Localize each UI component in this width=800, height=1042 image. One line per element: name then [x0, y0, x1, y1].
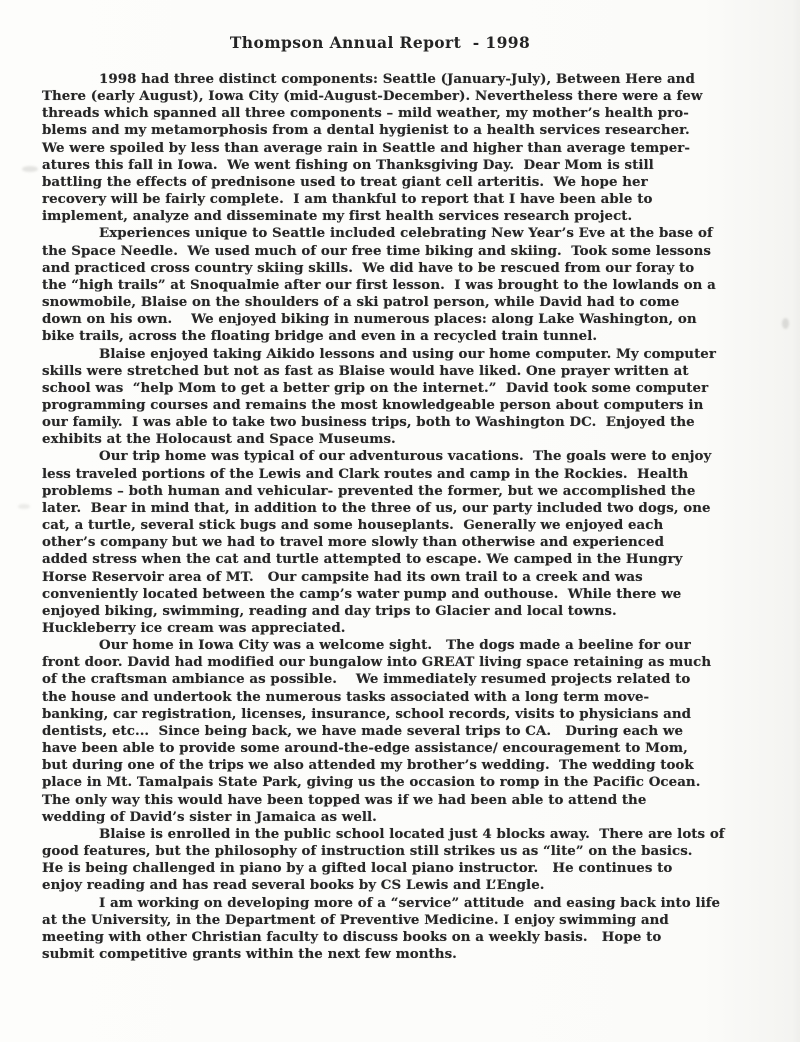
text-line: the house and undertook the numerous tasks associated with a long term move-	[42, 688, 650, 705]
text-line: Our home in Iowa City was a welcome sight. The dogs made a beeline for our	[99, 637, 691, 654]
text-line: banking, car registration, licenses, insurance, school records, visits to physicians and	[42, 705, 692, 722]
text-line: other’s company but we had to travel more slowly than otherwise and experienced	[42, 534, 664, 551]
text-line: cat, a turtle, several stick bugs and some houseplants. Generally we enjoyed each	[42, 517, 664, 534]
text-line: Huckleberry ice cream was appreciated.	[42, 620, 346, 636]
text-line: Blaise is enrolled in the public school located just 4 blocks away. There are lots of	[99, 825, 725, 842]
text-line: Horse Reservoir area of MT. Our campsite had its own trail to a creek and was	[42, 568, 643, 585]
text-line: There (early August), Iowa City (mid-August-December). Nevertheless there were a few	[42, 88, 703, 105]
text-line: I am working on developing more of a “service” attitude and easing back into life	[99, 894, 721, 911]
text-line: and practiced cross country skiing skills. We did have to be rescued from our foray to	[42, 259, 695, 276]
text-line: at the University, in the Department of Preventive Medicine. I enjoy swimming and	[42, 911, 669, 928]
text-line: meeting with other Christian faculty to discuss books on a weekly basis. Hope to	[42, 928, 662, 945]
paragraph	[42, 826, 764, 895]
text-line: The only way this would have been topped was if we had been able to attend the	[42, 791, 647, 808]
text-line: implement, analyze and disseminate my first health services research project.	[42, 208, 633, 225]
paragraph	[42, 225, 764, 345]
page-title: Thompson Annual Report - 1998	[229, 33, 531, 52]
paragraph	[42, 346, 764, 449]
text-line: dentists, etc... Since being back, we have made several trips to CA. During each we	[42, 722, 684, 739]
text-line: Blaise enjoyed taking Aikido lessons and using our home computer. My computer	[99, 345, 716, 362]
scan-smudge	[782, 318, 789, 329]
text-line: enjoyed biking, swimming, reading and day trips to Glacier and local towns.	[42, 602, 617, 619]
text-line: Experiences unique to Seattle included celebrating New Year’s Eve at the base of	[99, 225, 713, 242]
paragraph	[42, 895, 764, 964]
text-line: our family. I was able to take two business trips, both to Washington DC. Enjoyed the	[42, 414, 695, 431]
text-line: recovery will be fairly complete. I am thankful to report that I have been able to	[42, 191, 653, 208]
text-line: skills were stretched but not as fast as Blaise would have liked. One prayer written at	[42, 362, 689, 379]
text-line: We were spoiled by less than average rain in Seattle and higher than average temper-	[42, 139, 690, 156]
paragraph	[42, 71, 764, 225]
paragraph	[42, 637, 764, 826]
text-line: snowmobile, Blaise on the shoulders of a ski patrol person, while David had to come	[42, 294, 680, 311]
text-line: threads which spanned all three components – mild weather, my mother’s health pro-	[42, 105, 689, 122]
text-line: place in Mt. Tamalpais State Park, giving us the occasion to romp in the Pacific Ocean.	[42, 774, 701, 791]
text-line: Our trip home was typical of our adventurous vacations. The goals were to enjoy	[99, 448, 712, 465]
text-line: problems – both human and vehicular- prevented the former, but we accomplished the	[42, 482, 696, 499]
text-line: 1998 had three distinct components: Seattle (January-July), Between Here and	[99, 71, 695, 87]
paragraph	[42, 448, 764, 637]
text-line: the Space Needle. We used much of our free time biking and skiing. Took some lessons	[42, 242, 711, 259]
text-line: He is being challenged in piano by a gifted local piano instructor. He continues to	[42, 860, 673, 877]
text-line: but during one of the trips we also attended my brother’s wedding. The wedding took	[42, 757, 694, 774]
text-line: wedding of David’s sister in Jamaica as well.	[42, 808, 377, 825]
text-line: have been able to provide some around-the-edge assistance/ encouragement to Mom,	[42, 740, 688, 757]
document-body	[42, 71, 764, 963]
text-line: less traveled portions of the Lewis and Clark routes and camp in the Rockies. Health	[42, 465, 689, 482]
text-line: exhibits at the Holocaust and Space Museums.	[42, 431, 396, 448]
text-line: enjoy reading and has read several books by CS Lewis and L’Engle.	[42, 877, 545, 894]
text-line: programming courses and remains the most knowledgeable person about computers in	[42, 396, 704, 413]
text-line: school was “help Mom to get a better grip on the internet.” David took some computer	[42, 379, 709, 396]
text-line: added stress when the cat and turtle attempted to escape. We camped in the Hungry	[42, 551, 683, 568]
text-line: atures this fall in Iowa. We went fishing on Thanksgiving Day. Dear Mom is still	[42, 156, 654, 173]
text-line: bike trails, across the floating bridge and even in a recycled train tunnel.	[42, 328, 598, 345]
scan-smudge	[22, 166, 38, 172]
text-line: blems and my metamorphosis from a dental hygienist to a health services researcher.	[42, 122, 690, 139]
text-line: submit competitive grants within the next few months.	[42, 945, 457, 962]
text-line: front door. David had modified our bungalow into GREAT living space retaining as much	[42, 654, 712, 671]
text-line: later. Bear in mind that, in addition to the three of us, our party included two dogs, one	[42, 499, 711, 516]
text-line: conveniently located between the camp’s water pump and outhouse. While there we	[42, 585, 682, 602]
text-line: the “high trails” at Snoqualmie after our first lesson. I was brought to the lowlands on a	[42, 276, 716, 293]
scan-smudge	[18, 504, 30, 509]
text-line: good features, but the philosophy of instruction still strikes us as “lite” on the basics.	[42, 843, 693, 860]
text-line: down on his own. We enjoyed biking in numerous places: along Lake Washington, on	[42, 311, 697, 328]
text-line: of the craftsman ambiance as possible. We immediately resumed projects related to	[42, 671, 691, 688]
text-line: battling the effects of prednisone used to treat giant cell arteritis. We hope her	[42, 173, 648, 190]
